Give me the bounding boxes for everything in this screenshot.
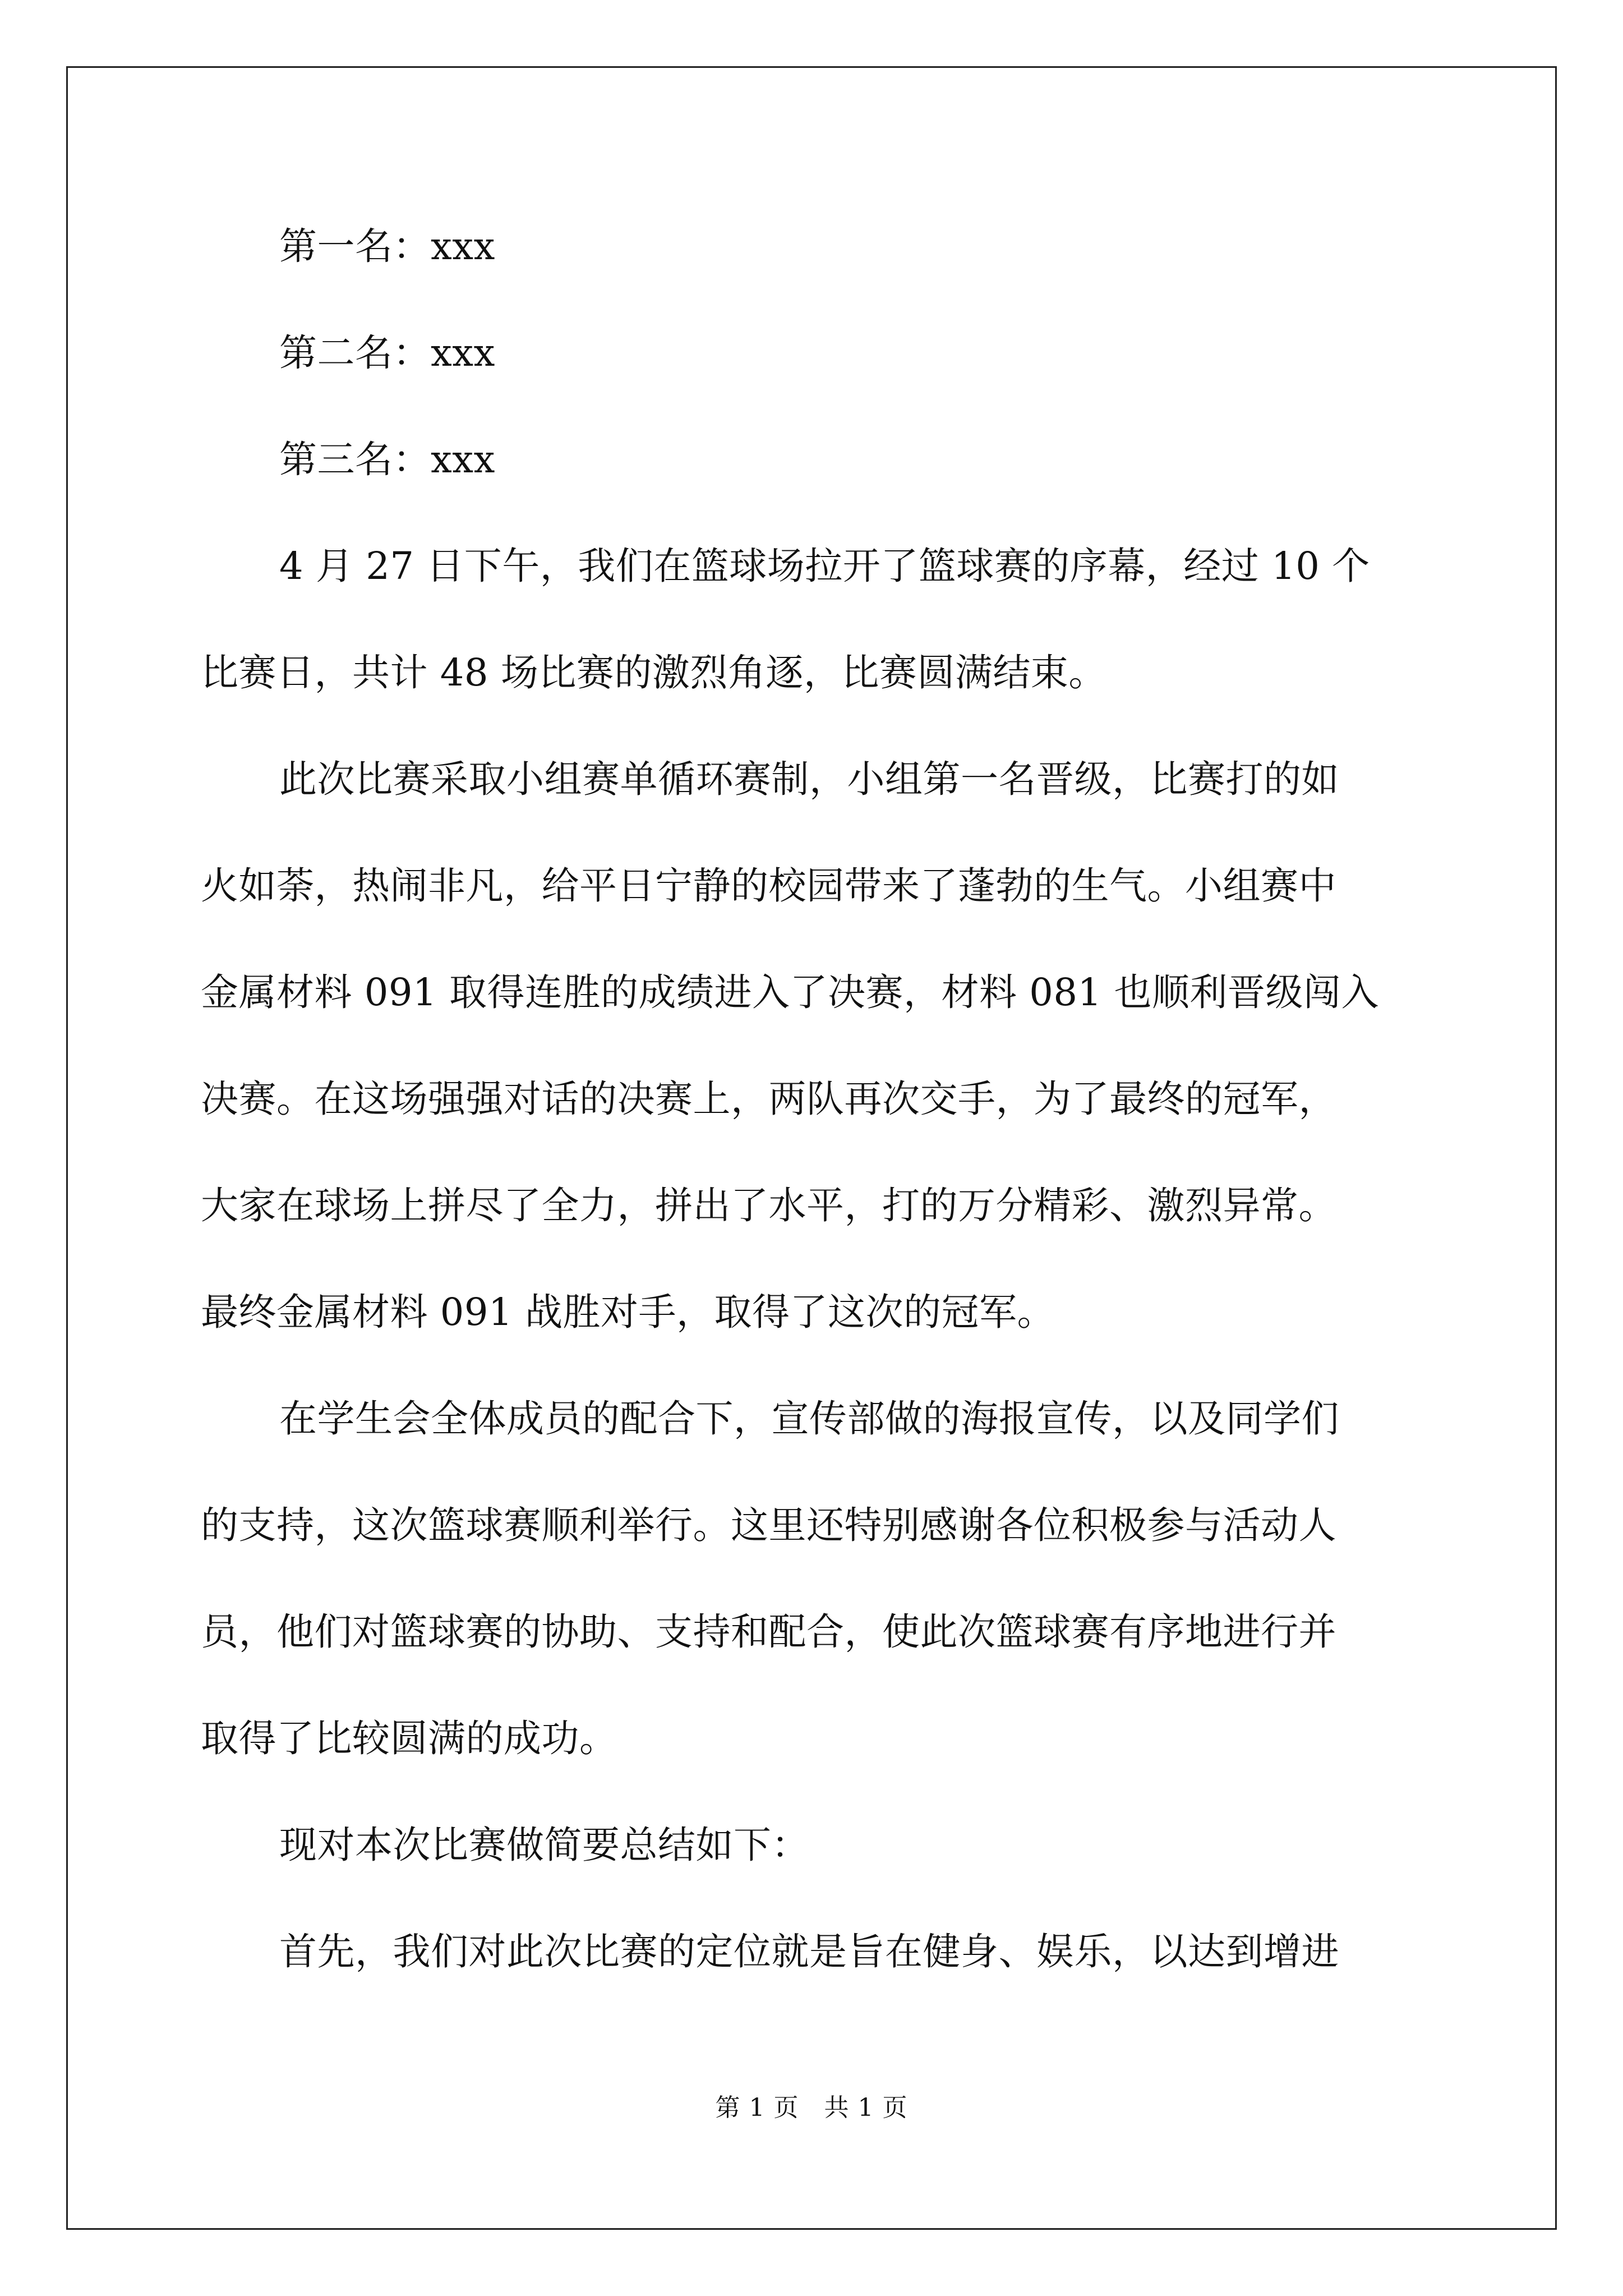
ranking-first: 第一名：xxx xyxy=(279,224,495,268)
page-border xyxy=(66,66,1557,2230)
ranking-second: 第二名：xxx xyxy=(279,331,495,375)
paragraph-3-line-2: 的支持，这次篮球赛顺利举行。这里还特别感谢各位积极参与活动人 xyxy=(201,1503,1336,1547)
paragraph-2-line-6: 最终金属材料 091 战胜对手，取得了这次的冠军。 xyxy=(201,1290,1055,1334)
paragraph-2-line-4: 决赛。在这场强强对话的决赛上，两队再次交手，为了最终的冠军， xyxy=(201,1077,1336,1121)
paragraph-1-line-1: 4 月 27 日下午，我们在篮球场拉开了篮球赛的序幕，经过 10 个 xyxy=(279,544,1370,588)
paragraph-2-line-1: 此次比赛采取小组赛单循环赛制，小组第一名晋级，比赛打的如 xyxy=(279,757,1339,801)
paragraph-3-line-3: 员，他们对篮球赛的协助、支持和配合，使此次篮球赛有序地进行并 xyxy=(201,1610,1336,1654)
paragraph-2-line-2: 火如荼，热闹非凡，给平日宁静的校园带来了蓬勃的生气。小组赛中 xyxy=(201,864,1336,908)
paragraph-1-line-2: 比赛日，共计 48 场比赛的激烈角逐，比赛圆满结束。 xyxy=(201,651,1106,694)
paragraph-3-line-1: 在学生会全体成员的配合下，宣传部做的海报宣传，以及同学们 xyxy=(279,1397,1339,1441)
paragraph-2-line-3: 金属材料 091 取得连胜的成绩进入了决赛，材料 081 也顺利晋级闯入 xyxy=(201,970,1379,1014)
paragraph-4-line-1: 现对本次比赛做简要总结如下： xyxy=(279,1823,809,1867)
paragraph-5-line-1: 首先，我们对此次比赛的定位就是旨在健身、娱乐，以达到增进 xyxy=(279,1930,1339,1973)
page-footer: 第 1 页 共 1 页 xyxy=(715,2093,908,2122)
paragraph-2-line-5: 大家在球场上拼尽了全力，拼出了水平，打的万分精彩、激烈异常。 xyxy=(201,1184,1336,1227)
paragraph-3-line-4: 取得了比较圆满的成功。 xyxy=(201,1717,617,1760)
ranking-third: 第三名：xxx xyxy=(279,438,495,481)
